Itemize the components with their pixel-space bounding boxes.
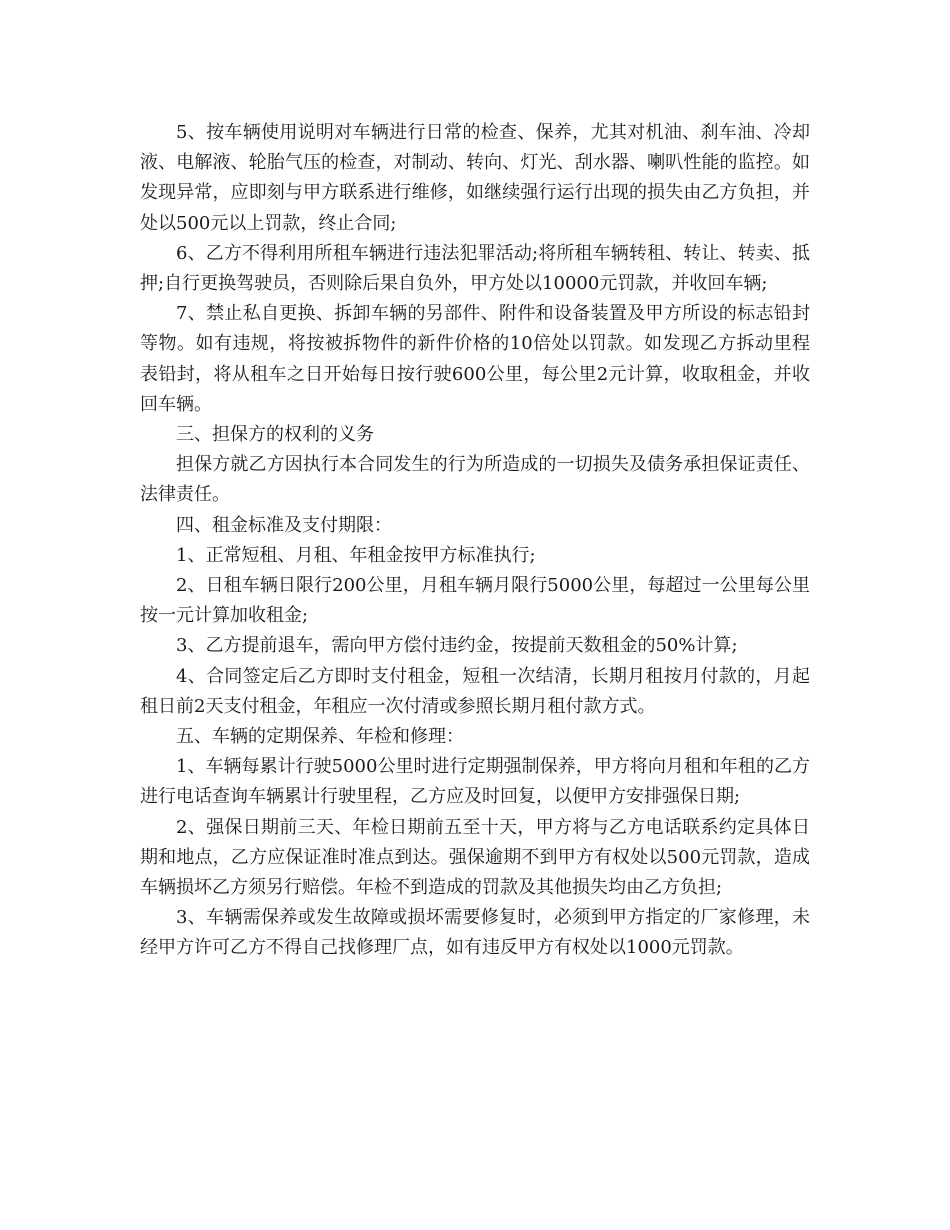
paragraph-rent-1: 1、正常短租、月租、年租金按甲方标准执行; [176,544,536,566]
paragraph-guarantor-duty: 担保方就乙方因执行本合同发生的行为所造成的一切损失及债务承担保证责任、法律责任。 [140,454,810,506]
paragraph-clause-5: 5、按车辆使用说明对车辆进行日常的检查、保养，尤其对机油、刹车油、冷却液、电解液、轮胎气压的检查，对制动、转向、灯光、刮水器、喇叭性能的监控。如发现异常，应即刻与甲方联系进行维修，如继续强行运行出现的损失由乙方负担，并处以500元以上罚款，终止合同; [140,122,810,234]
paragraph-maintenance-3: 3、车辆需保养或发生故障或损坏需要修复时，必须到甲方指定的厂家修理，未经甲方许可乙方不得自己找修理厂点，如有违反甲方有权处以1000元罚款。 [140,907,810,959]
paragraph-clause-6: 6、乙方不得利用所租车辆进行违法犯罪活动;将所租车辆转租、转让、转卖、抵押;自行更换驾驶员，否则除后果自负外，甲方处以10000元罚款，并收回车辆; [140,242,810,295]
paragraph-maintenance-1: 1、车辆每累计行驶5000公里时进行定期强制保养，甲方将向月租和年租的乙方进行电话查询车辆累计行驶里程，乙方应及时回复，以便甲方安排强保日期; [140,756,810,808]
paragraph-maintenance-2: 2、强保日期前三天、年检日期前五至十天，甲方将与乙方电话联系约定具体日期和地点，乙方应保证准时准点到达。强保逾期不到甲方有权处以500元罚款，造成车辆损坏乙方须另行赔偿。年检不到造成的罚款及其他损失均由乙方负担; [140,816,810,899]
paragraph-rent-2: 2、日租车辆日限行200公里，月租车辆月限行5000公里，每超过一公里每公里按一元计算加收租金; [140,575,810,627]
document-body [140,118,810,964]
paragraph-rent-4: 4、合同签定后乙方即时支付租金，短租一次结清，长期月租按月付款的，月起租日前2天支付租金，年租应一次付清或参照长期月租付款方式。 [140,665,810,717]
paragraph-rent-3: 3、乙方提前退车，需向甲方偿付违约金，按提前天数租金的50%计算; [176,635,738,657]
paragraph-clause-7: 7、禁止私自更换、拆卸车辆的另部件、附件和设备装置及甲方所设的标志铅封等物。如有违规，将按被拆物件的新件价格的10倍处以罚款。如发现乙方拆动里程表铅封，将从租车之日开始每日按行驶600公里，每公里2元计算，收取租金，并收回车辆。 [140,303,810,415]
section-heading-rent: 四、租金标准及支付期限： [176,514,392,536]
section-heading-guarantor: 三、担保方的权利的义务 [176,424,374,446]
section-heading-maintenance: 五、车辆的定期保养、年检和修理： [176,726,464,748]
